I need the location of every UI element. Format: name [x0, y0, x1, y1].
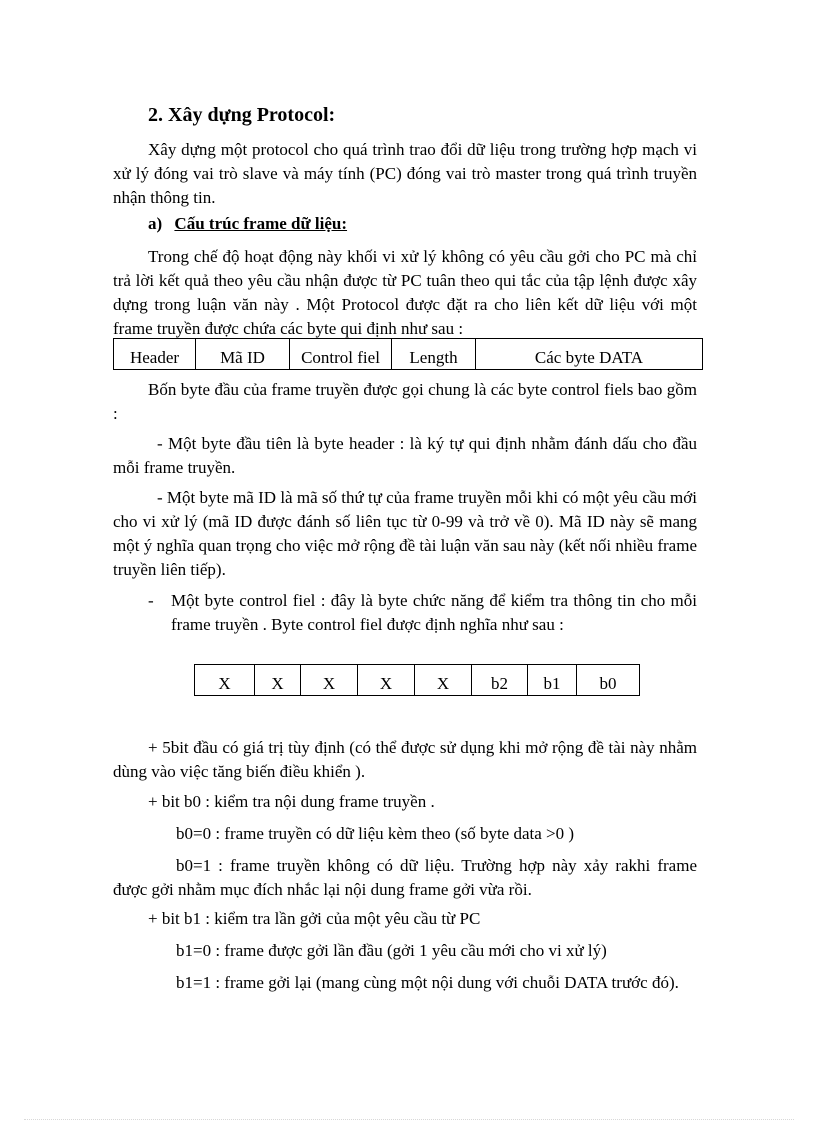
table-cell-data: Các byte DATA	[476, 339, 703, 370]
bit-cell: X	[195, 665, 255, 696]
bit-cell: X	[415, 665, 472, 696]
table-row	[195, 665, 640, 696]
paragraph-bit-b1: + bit b1 : kiểm tra lần gởi của một yêu cầu từ PC	[148, 909, 481, 928]
table-cell-id: Mã ID	[196, 339, 290, 370]
bullet-dash: -	[148, 591, 154, 610]
page-bottom-rule	[24, 1119, 794, 1120]
subsection-title-text: Cấu trúc frame dữ liệu:	[174, 214, 348, 233]
paragraph-b1-0: b1=0 : frame được gởi lần đầu (gởi 1 yêu cầu mới cho vi xử lý)	[176, 941, 607, 960]
table-row	[114, 339, 703, 370]
paragraph-mode: Trong chế độ hoạt động này khối vi xử lý không có yêu cầu gởi cho PC mà chỉ trả lời kết quả theo yêu cầu nhận được từ PC tuân theo qui tắc của tập lệnh được xây dựng trong luận văn này . Một Protocol được đặt ra cho liên kết dữ liệu với một frame truyền được chứa các byte qui định như sau :	[113, 247, 697, 338]
frame-structure-table	[113, 338, 703, 370]
subsection-marker: a)	[148, 214, 163, 233]
table-cell-length: Length	[392, 339, 476, 370]
paragraph-control-fields: Bốn byte đầu của frame truyền được gọi chung là các byte control fiels bao gồm :	[113, 380, 697, 423]
paragraph-b0-1: b0=1 : frame truyền không có dữ liệu. Trường hợp này xảy rakhi frame được gởi nhằm mục đích nhắc lại nội dung frame gởi vừa rồi.	[113, 856, 697, 899]
bit-cell-b0: b0	[577, 665, 640, 696]
section-heading: 2. Xây dựng Protocol:	[148, 104, 336, 126]
paragraph-control-fiel: Một byte control fiel : đây là byte chức năng để kiểm tra thông tin cho mỗi frame truyền . Byte control fiel được định nghĩa như sau :	[171, 591, 697, 634]
bit-cell: X	[301, 665, 358, 696]
bit-cell-b1: b1	[528, 665, 577, 696]
paragraph-id-byte: - Một byte mã ID là mã số thứ tự của frame truyền mỗi khi có một yêu cầu mới cho vi xử lý (mã ID được đánh số liên tục từ 0-99 và trở về 0). Mã ID này sẽ mang một ý nghĩa quan trọng cho việc mở rộng đề tài luận văn sau này (kết nối nhiều frame truyền liên tiếp).	[113, 488, 697, 579]
paragraph-header-byte: - Một byte đầu tiên là byte header : là ký tự qui định nhằm đánh dấu cho đầu mỗi frame truyền.	[113, 434, 697, 477]
table-cell-control: Control fiel	[290, 339, 392, 370]
paragraph-b1-1: b1=1 : frame gởi lại (mang cùng một nội dung với chuỗi DATA trước đó).	[176, 973, 679, 992]
paragraph-b0-0: b0=0 : frame truyền có dữ liệu kèm theo (số byte data >0 )	[176, 824, 575, 843]
control-bits-table	[194, 664, 640, 696]
bit-cell-b2: b2	[472, 665, 528, 696]
subsection-title	[148, 212, 347, 236]
bit-cell: X	[255, 665, 301, 696]
paragraph-bit-b0: + bit b0 : kiểm tra nội dung frame truyền .	[148, 792, 435, 811]
intro-paragraph: Xây dựng một protocol cho quá trình trao đổi dữ liệu trong trường hợp mạch vi xử lý đóng vai trò slave và máy tính (PC) đóng vai trò master trong quá trình truyền nhận thông tin.	[113, 140, 697, 207]
paragraph-5bit: + 5bit đầu có giá trị tùy định (có thể được sử dụng khi mở rộng đề tài này nhằm dùng vào việc tăng biến điều khiển ).	[113, 738, 697, 781]
table-cell-header: Header	[114, 339, 196, 370]
bit-cell: X	[358, 665, 415, 696]
